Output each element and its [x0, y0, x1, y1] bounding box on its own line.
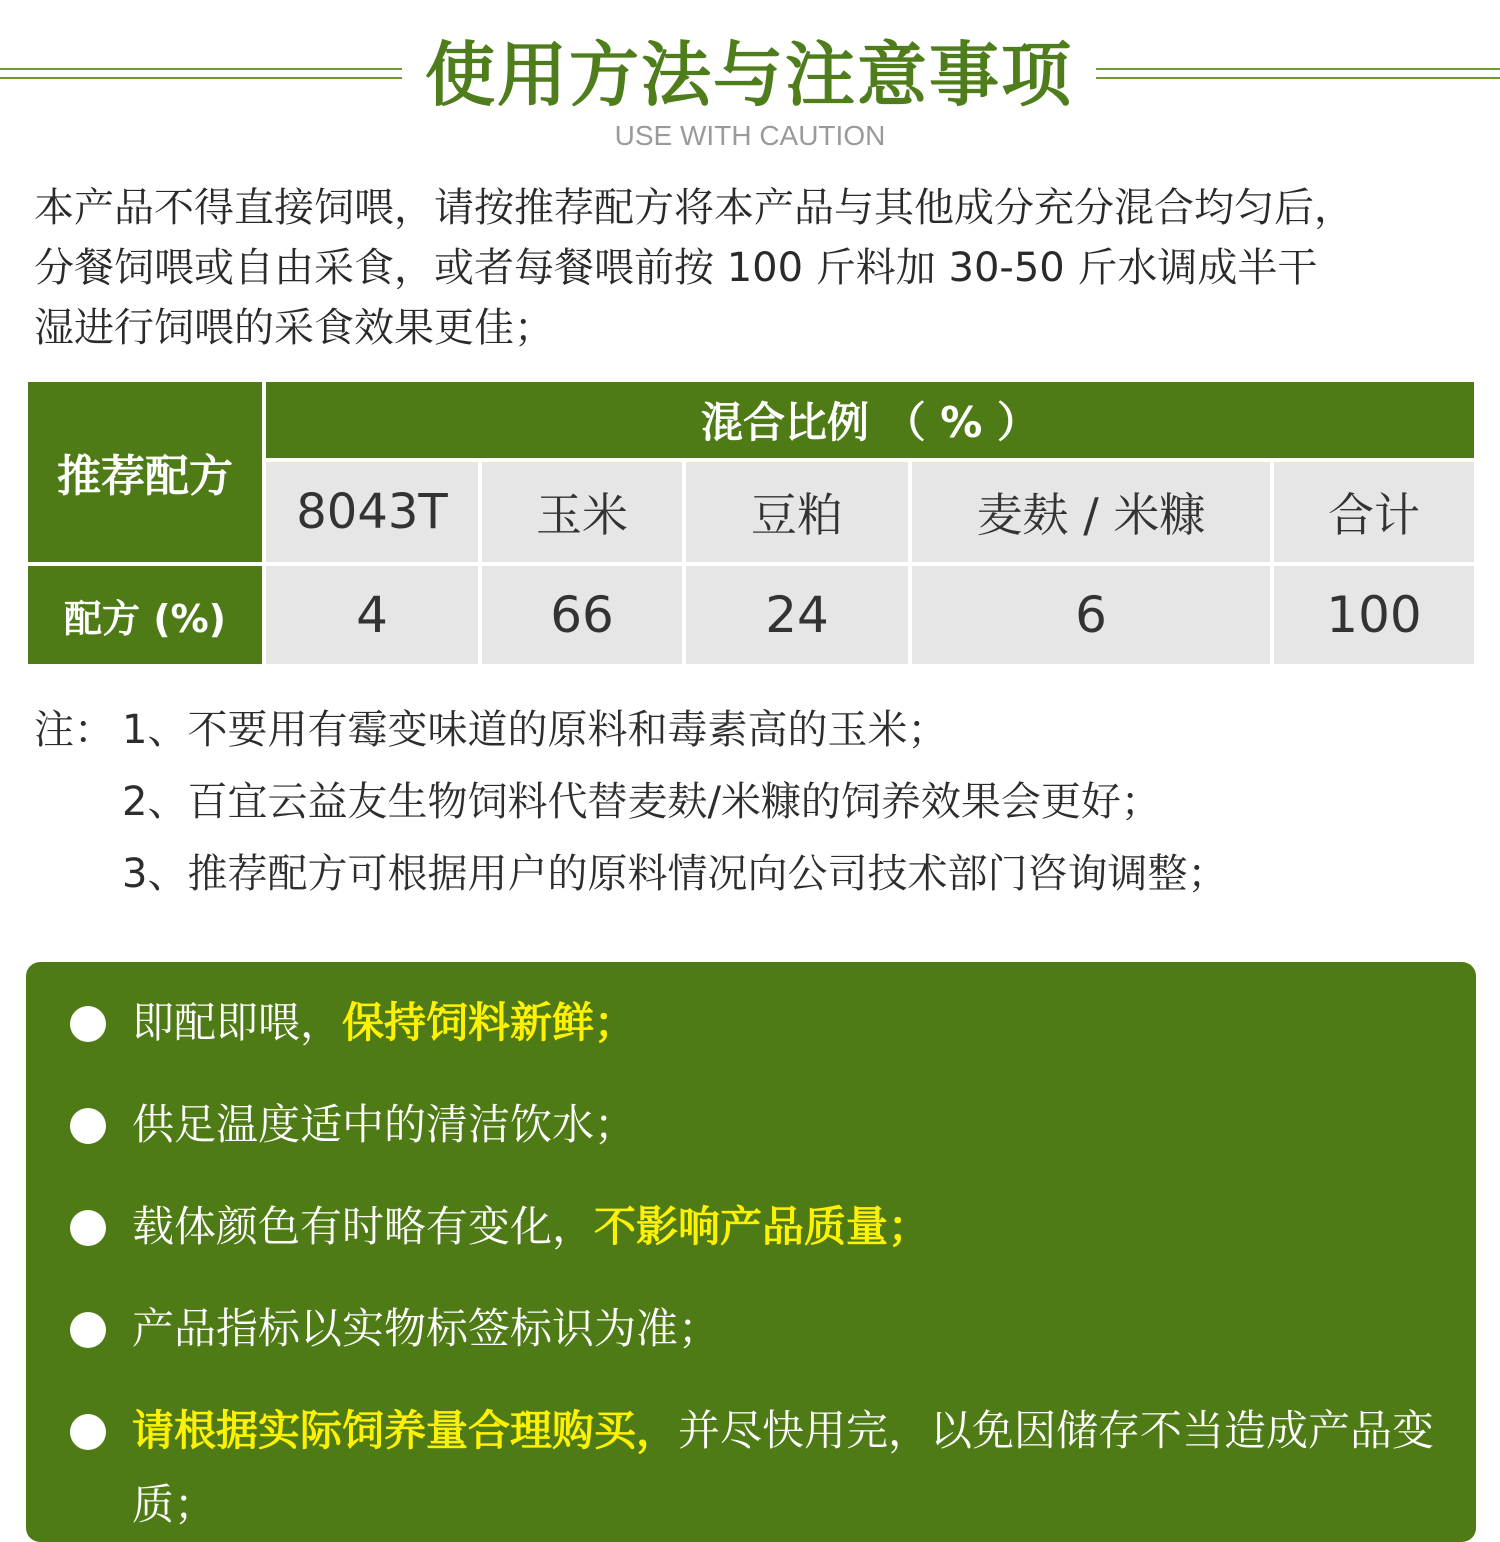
intro-line: 湿进行饲喂的采食效果更佳；	[34, 305, 554, 351]
tip-highlight: 请根据实际饲养量合理购买，	[132, 1406, 679, 1455]
bullet-dot-icon	[70, 1210, 106, 1246]
tip-highlight: 保持饲料新鲜；	[342, 998, 637, 1047]
table-cell: 100	[1274, 566, 1474, 664]
page-subtitle: USE WITH CAUTION	[614, 120, 886, 151]
note-item: 1、不要用有霉变味道的原料和毒素高的玉米；	[122, 707, 948, 753]
table-corner-label: 推荐配方	[28, 382, 262, 562]
table-cell: 66	[482, 566, 682, 664]
bullet-dot-icon	[70, 1414, 106, 1450]
tip-text: 载体颜色有时略有变化，	[132, 1202, 595, 1251]
note-item: 3、推荐配方可根据用户的原料情况向公司技术部门咨询调整；	[122, 851, 1228, 897]
intro-line: 本产品不得直接饲喂，请按推荐配方将本产品与其他成分充分混合均匀后，	[34, 185, 1354, 231]
table-cell: 6	[912, 566, 1270, 664]
formula-table	[28, 382, 1474, 664]
table-cell: 4	[266, 566, 478, 664]
title-decor-line-right	[1096, 68, 1500, 82]
table-group-header: 混合比例 （ % ）	[266, 382, 1474, 458]
table-row-label: 配方 (%)	[28, 566, 262, 664]
page-title: 使用方法与注意事项	[425, 34, 1073, 116]
table-column-header: 合计	[1274, 462, 1474, 562]
tip-highlight: 不影响产品质量；	[594, 1202, 931, 1251]
bullet-dot-icon	[70, 1108, 106, 1144]
bullet-dot-icon	[70, 1312, 106, 1348]
table-cell: 24	[686, 566, 908, 664]
tip-text: 即配即喂，	[132, 998, 343, 1047]
tip-text: 供足温度适中的清洁饮水；	[132, 1100, 637, 1149]
table-column-header: 玉米	[482, 462, 682, 562]
bullet-dot-icon	[70, 1006, 106, 1042]
tip-text: 并尽快用完，以免因储存不当造成产品变质；	[132, 1406, 1435, 1529]
tip-text: 产品指标以实物标签标识为准；	[132, 1304, 721, 1353]
table-column-header: 8043T	[266, 462, 478, 562]
title-decor-line-left	[0, 68, 402, 82]
intro-line: 分餐饲喂或自由采食，或者每餐喂前按 100 斤料加 30-50 斤水调成半干	[34, 245, 1318, 291]
note-item: 2、百宜云益友生物饲料代替麦麸/米糠的饲养效果会更好；	[122, 779, 1161, 825]
notes-prefix: 注：	[34, 707, 114, 753]
table-column-header: 豆粕	[686, 462, 908, 562]
intro-paragraph	[34, 178, 1474, 358]
table-column-header: 麦麸 / 米糠	[912, 462, 1270, 562]
tips-panel	[26, 962, 1476, 1542]
section-header	[0, 30, 1500, 120]
